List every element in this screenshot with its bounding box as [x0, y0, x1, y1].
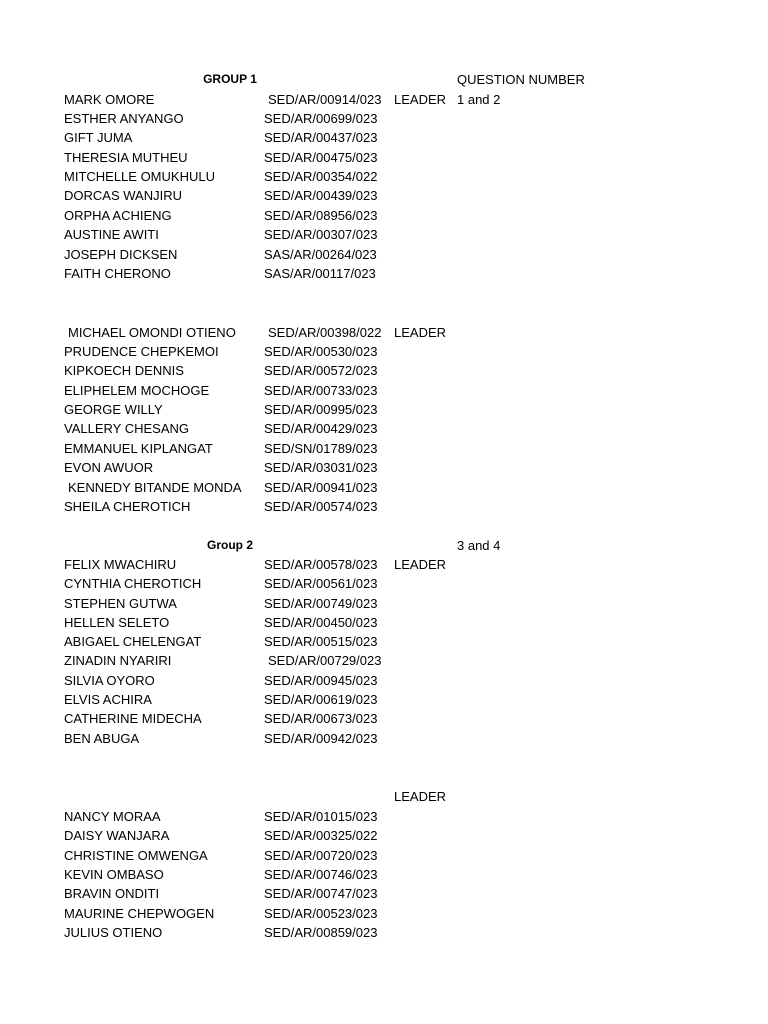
table-row	[0, 613, 768, 632]
table-row	[0, 632, 768, 651]
question-number: 1 and 2	[457, 92, 501, 107]
leader-row	[0, 787, 768, 806]
table-row	[0, 729, 768, 748]
member-id: SED/AR/00578/023	[264, 557, 378, 572]
member-id: SED/AR/00437/023	[264, 130, 378, 145]
member-id: SED/AR/00450/023	[264, 615, 378, 630]
group-2-heading: Group 2	[206, 538, 253, 552]
member-name: NANCY MORAA	[64, 809, 161, 824]
leader-label: LEADER	[394, 557, 447, 572]
member-id: SED/AR/00749/023	[264, 596, 378, 611]
member-name: MARK OMORE	[64, 92, 155, 107]
table-row	[0, 826, 768, 845]
member-name: FAITH CHERONO	[64, 266, 171, 281]
member-name: KEVIN OMBASO	[64, 867, 164, 882]
member-id: SED/AR/00307/023	[264, 227, 378, 242]
member-id: SED/AR/00515/023	[264, 634, 378, 649]
question-number-heading: QUESTION NUMBER	[457, 72, 585, 87]
member-id: SED/AR/00733/023	[264, 383, 378, 398]
table-row	[0, 807, 768, 826]
member-id: SED/AR/00673/023	[264, 711, 378, 726]
group-2-heading-row	[0, 536, 768, 555]
table-row	[0, 497, 768, 516]
member-id: SED/AR/00699/023	[264, 111, 378, 126]
member-name: CHRISTINE OMWENGA	[64, 848, 208, 863]
member-id: SED/AR/00729/023	[268, 653, 382, 668]
member-name: ESTHER ANYANGO	[64, 111, 184, 126]
member-name: ORPHA ACHIENG	[64, 208, 172, 223]
member-name: PRUDENCE CHEPKEMOI	[64, 344, 219, 359]
member-name: MITCHELLE OMUKHULU	[64, 169, 215, 184]
table-row	[0, 671, 768, 690]
member-id: SAS/AR/00264/023	[264, 247, 377, 262]
member-name: FELIX MWACHIRU	[64, 557, 177, 572]
member-id: SED/AR/00354/022	[264, 169, 378, 184]
table-row	[0, 148, 768, 167]
member-name: VALLERY CHESANG	[64, 421, 189, 436]
member-id: SED/AR/00523/023	[264, 906, 378, 921]
member-name: HELLEN SELETO	[64, 615, 170, 630]
member-name: MAURINE CHEPWOGEN	[64, 906, 215, 921]
member-id: SED/AR/01015/023	[264, 809, 378, 824]
table-row	[0, 400, 768, 419]
table-row	[0, 206, 768, 225]
member-name: BEN ABUGA	[64, 731, 140, 746]
member-name: SHEILA CHEROTICH	[64, 499, 191, 514]
member-id: SED/AR/00746/023	[264, 867, 378, 882]
member-id: SED/AR/00572/023	[264, 363, 378, 378]
member-name: EMMANUEL KIPLANGAT	[64, 441, 213, 456]
member-name: AUSTINE AWITI	[64, 227, 159, 242]
member-name: SILVIA OYORO	[64, 673, 155, 688]
member-name: THERESIA MUTHEU	[64, 150, 188, 165]
table-row	[0, 923, 768, 942]
member-id: SED/AR/00530/023	[264, 344, 378, 359]
table-row	[0, 478, 768, 497]
member-name: CATHERINE MIDECHA	[64, 711, 202, 726]
member-name: DAISY WANJARA	[64, 828, 170, 843]
question-number: 3 and 4	[457, 538, 501, 553]
table-row	[0, 555, 768, 574]
member-name: GEORGE WILLY	[64, 402, 163, 417]
member-id: SED/SN/01789/023	[264, 441, 378, 456]
table-row	[0, 167, 768, 186]
member-id: SED/AR/00325/022	[264, 828, 378, 843]
table-row	[0, 594, 768, 613]
table-row	[0, 225, 768, 244]
member-name: KIPKOECH DENNIS	[64, 363, 184, 378]
member-name: KENNEDY BITANDE MONDA	[68, 480, 242, 495]
table-row	[0, 419, 768, 438]
member-name: ELIPHELEM MOCHOGE	[64, 383, 210, 398]
table-row	[0, 342, 768, 361]
member-id: SAS/AR/00117/023	[264, 266, 376, 281]
member-name: EVON AWUOR	[64, 460, 154, 475]
member-id: SED/AR/00720/023	[264, 848, 378, 863]
member-id: SED/AR/00429/023	[264, 421, 378, 436]
member-id: SED/AR/00859/023	[264, 925, 378, 940]
member-id: SED/AR/00574/023	[264, 499, 378, 514]
member-id: SED/AR/00398/022	[268, 325, 382, 340]
member-id: SED/AR/00914/023	[268, 92, 382, 107]
table-row	[0, 361, 768, 380]
member-name: GIFT JUMA	[64, 130, 133, 145]
member-name: ZINADIN NYARIRI	[64, 653, 172, 668]
member-name: DORCAS WANJIRU	[64, 188, 182, 203]
member-id: SED/AR/00945/023	[264, 673, 378, 688]
table-row	[0, 904, 768, 923]
table-row	[0, 264, 768, 283]
table-row	[0, 109, 768, 128]
table-row	[0, 884, 768, 903]
member-name: BRAVIN ONDITI	[64, 886, 160, 901]
member-id: SED/AR/00619/023	[264, 692, 378, 707]
leader-label: LEADER	[394, 92, 447, 107]
table-row	[0, 846, 768, 865]
member-name: JULIUS OTIENO	[64, 925, 163, 940]
table-row	[0, 574, 768, 593]
table-row	[0, 690, 768, 709]
member-id: SED/AR/03031/023	[264, 460, 378, 475]
table-row	[0, 245, 768, 264]
leader-label: LEADER	[394, 789, 447, 804]
header-row	[0, 70, 768, 89]
member-name: MICHAEL OMONDI OTIENO	[68, 325, 236, 340]
member-id: SED/AR/08956/023	[264, 208, 378, 223]
group-1-heading: GROUP 1	[203, 72, 257, 86]
table-row	[0, 128, 768, 147]
table-row	[0, 865, 768, 884]
leader-label: LEADER	[394, 325, 447, 340]
table-row	[0, 381, 768, 400]
member-name: CYNTHIA CHEROTICH	[64, 576, 202, 591]
table-row	[0, 439, 768, 458]
member-name: JOSEPH DICKSEN	[64, 247, 178, 262]
member-id: SED/AR/00941/023	[264, 480, 378, 495]
table-row	[0, 458, 768, 477]
member-id: SED/AR/00747/023	[264, 886, 378, 901]
table-row	[0, 90, 768, 109]
table-row	[0, 651, 768, 670]
table-row	[0, 709, 768, 728]
member-name: ELVIS ACHIRA	[64, 692, 152, 707]
member-name: ABIGAEL CHELENGAT	[64, 634, 202, 649]
member-id: SED/AR/00561/023	[264, 576, 378, 591]
member-id: SED/AR/00942/023	[264, 731, 378, 746]
member-id: SED/AR/00475/023	[264, 150, 378, 165]
table-row	[0, 186, 768, 205]
member-id: SED/AR/00995/023	[264, 402, 378, 417]
member-id: SED/AR/00439/023	[264, 188, 378, 203]
table-row	[0, 323, 768, 342]
member-name: STEPHEN GUTWA	[64, 596, 177, 611]
